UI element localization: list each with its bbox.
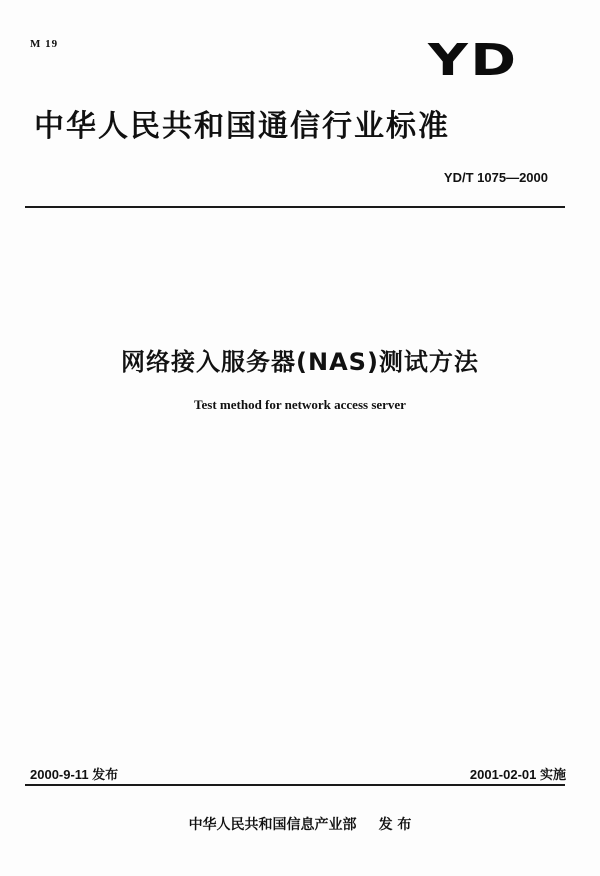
footer-divider — [25, 784, 565, 786]
publisher-organization: 中华人民共和国信息产业部 — [188, 817, 357, 833]
publisher-action: 发 布 — [378, 817, 412, 833]
document-title-chinese: 网络接入服务器(NAS)测试方法 — [121, 348, 479, 376]
issue-date: 2000-9-11 发布 — [30, 767, 119, 782]
standard-number: YD/T 1075—2000 — [443, 170, 548, 185]
standard-category-title: 中华人民共和国通信行业标准 — [34, 109, 450, 144]
publisher-line — [0, 814, 600, 834]
implementation-date: 2001-02-01 实施 — [469, 767, 566, 782]
yd-logo: YD — [428, 35, 519, 86]
header-divider — [25, 206, 565, 208]
classification-code: M 19 — [30, 38, 59, 50]
document-title-english: Test method for network access server — [194, 397, 406, 412]
